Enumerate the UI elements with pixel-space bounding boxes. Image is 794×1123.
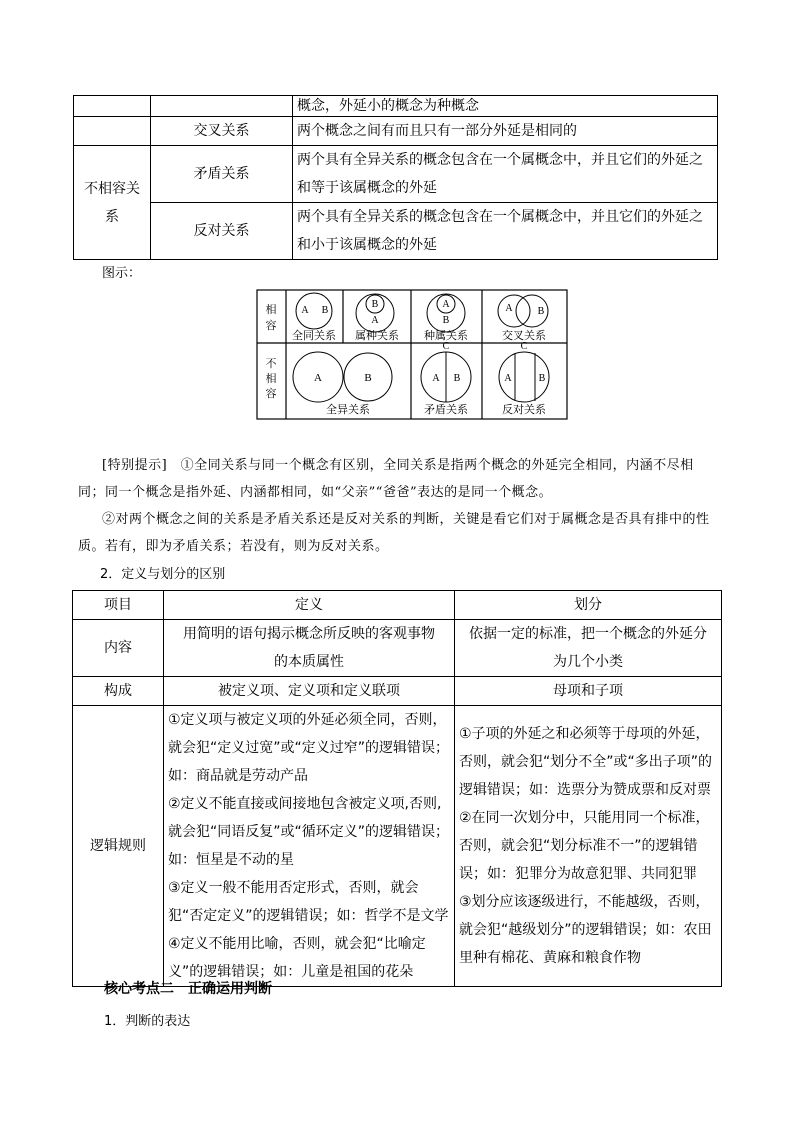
definition-cell: 被定义项、定义项和定义联项: [164, 677, 455, 706]
relation-cell: 反对关系: [151, 203, 293, 260]
relation-cell: 矛盾关系: [151, 146, 293, 203]
species-genus-label: 种属关系: [424, 330, 468, 342]
table-cell: 概念，外延小的概念为种概念: [293, 96, 718, 117]
column-header: 项目: [73, 591, 164, 620]
tip-paragraph-2: ②对两个概念之间的关系是矛盾关系还是反对关系的判断，关键是看它们对于属概念是否具有排中的性质。若有，即为矛盾关系；若没有，则为反对关系。: [78, 512, 710, 554]
table-cell: 两个具有全异关系的概念包含在一个属概念中，并且它们的外延之和小于该属概念的外延: [293, 203, 718, 260]
incompatible-label-2: 相: [265, 373, 277, 385]
letter-a: A: [505, 303, 513, 314]
rule-item: ④定义不能用比喻，否则，就会犯“比喻定义”的逻辑错误；如：儿童是祖国的花朵: [168, 936, 426, 980]
table-cell: 两个具有全异关系的概念包含在一个属概念中，并且它们的外延之和等于该属概念的外延: [293, 146, 718, 203]
concept-relations-table: [73, 95, 718, 260]
diagram-caption: 图示：: [102, 266, 142, 281]
incompatible-label-3: 容: [265, 388, 277, 400]
letter-c: C: [520, 341, 528, 352]
table-row: [74, 96, 718, 117]
definition-rules-cell: [164, 706, 455, 987]
letter-b: B: [371, 299, 379, 310]
group-cell: 不相容关系: [74, 146, 151, 260]
identity-label: 全同关系: [292, 330, 336, 342]
genus-species-label: 属种关系: [355, 330, 399, 342]
table-row: [73, 677, 722, 706]
division-cell: 依据一定的标准，把一个概念的外延分为几个小类: [455, 620, 722, 677]
intersection-label: 交叉关系: [502, 330, 546, 342]
disjoint-label: 全异关系: [326, 404, 370, 416]
table-cell: 两个概念之间有而且只有一部分外延是相同的: [293, 117, 718, 146]
contradictory-label: 矛盾关系: [424, 404, 468, 416]
relation-diagram: [256, 289, 568, 420]
rule-item: ②定义不能直接或间接地包含被定义项,否则,就会犯“同语反复”或“循环定义”的逻辑错误；如：恒星是不动的星: [168, 796, 450, 868]
item-cell: 逻辑规则: [73, 706, 164, 987]
section-title: 2．定义与划分的区别: [100, 567, 226, 582]
letter-a: A: [442, 299, 450, 310]
definition-cell: 用简明的语句揭示概念所反映的客观事物的本质属性: [164, 620, 455, 677]
table-row: [74, 146, 718, 203]
letter-a: A: [504, 373, 512, 384]
table-header-row: [73, 591, 722, 620]
relation-cell: 交叉关系: [151, 117, 293, 146]
rule-item: ①定义项与被定义项的外延必须全同，否则，就会犯“定义过宽”或“定义过窄”的逻辑错误；如：商品就是劳动产品: [168, 712, 450, 784]
compatible-label-2: 容: [265, 320, 277, 332]
table-row: [74, 117, 718, 146]
intersection-circle-a: [498, 295, 530, 327]
rule-item: ②在同一次划分中，只能用同一个标准，否则，就会犯“划分标准不一”的逻辑错误；如：犯罪分为故意犯罪、共同犯罪: [459, 810, 710, 882]
letter-a: A: [432, 373, 440, 384]
letter-b: B: [537, 306, 545, 317]
table-row: [74, 203, 718, 260]
letter-b: B: [453, 373, 461, 384]
core-section-title: 核心考点二 正确运用判断: [104, 981, 272, 997]
definition-division-table: [72, 590, 722, 987]
compatible-label-1: 相: [265, 304, 277, 316]
sub-section-title: 1．判断的表达: [104, 1014, 191, 1029]
letter-b: B: [442, 315, 450, 326]
table-row: [73, 706, 722, 987]
rule-item: ①子项的外延之和必须等于母项的外延，否则，就会犯“划分不全”或“多出子项”的逻辑错误；如：选票分为赞成票和反对票: [459, 726, 713, 798]
letter-a: A: [371, 315, 379, 326]
table-row: [73, 620, 722, 677]
rule-item: ③划分应该逐级进行，不能越级，否则，就会犯“越级划分”的逻辑错误；如：农田里种有棉花、黄麻和粮食作物: [459, 894, 712, 966]
letter-b: B: [364, 372, 372, 384]
letter-c: C: [442, 341, 450, 352]
table-cell: [74, 96, 151, 117]
division-rules-cell: [455, 706, 722, 987]
column-header: 定义: [164, 591, 455, 620]
contrary-label: 反对关系: [502, 404, 546, 416]
letter-b: B: [538, 373, 546, 384]
table-cell: [74, 117, 151, 146]
letter-a: A: [314, 372, 322, 384]
letter-a: A: [301, 305, 309, 316]
item-cell: 内容: [73, 620, 164, 677]
column-header: 划分: [455, 591, 722, 620]
tip-paragraph-1: [特别提示] ①全同关系与同一个概念有区别，全同关系是指两个概念的外延完全相同，内涵不尽相同；同一个概念是指外延、内涵都相同，如“父亲”“爸爸”表达的是同一个概念。: [78, 458, 694, 500]
letter-b: B: [321, 305, 329, 316]
incompatible-label-1: 不: [265, 358, 277, 370]
rule-item: ③定义一般不能用否定形式，否则，就会犯“否定定义”的逻辑错误；如：哲学不是文学: [168, 880, 449, 924]
table-cell: [151, 96, 293, 117]
item-cell: 构成: [73, 677, 164, 706]
division-cell: 母项和子项: [455, 677, 722, 706]
